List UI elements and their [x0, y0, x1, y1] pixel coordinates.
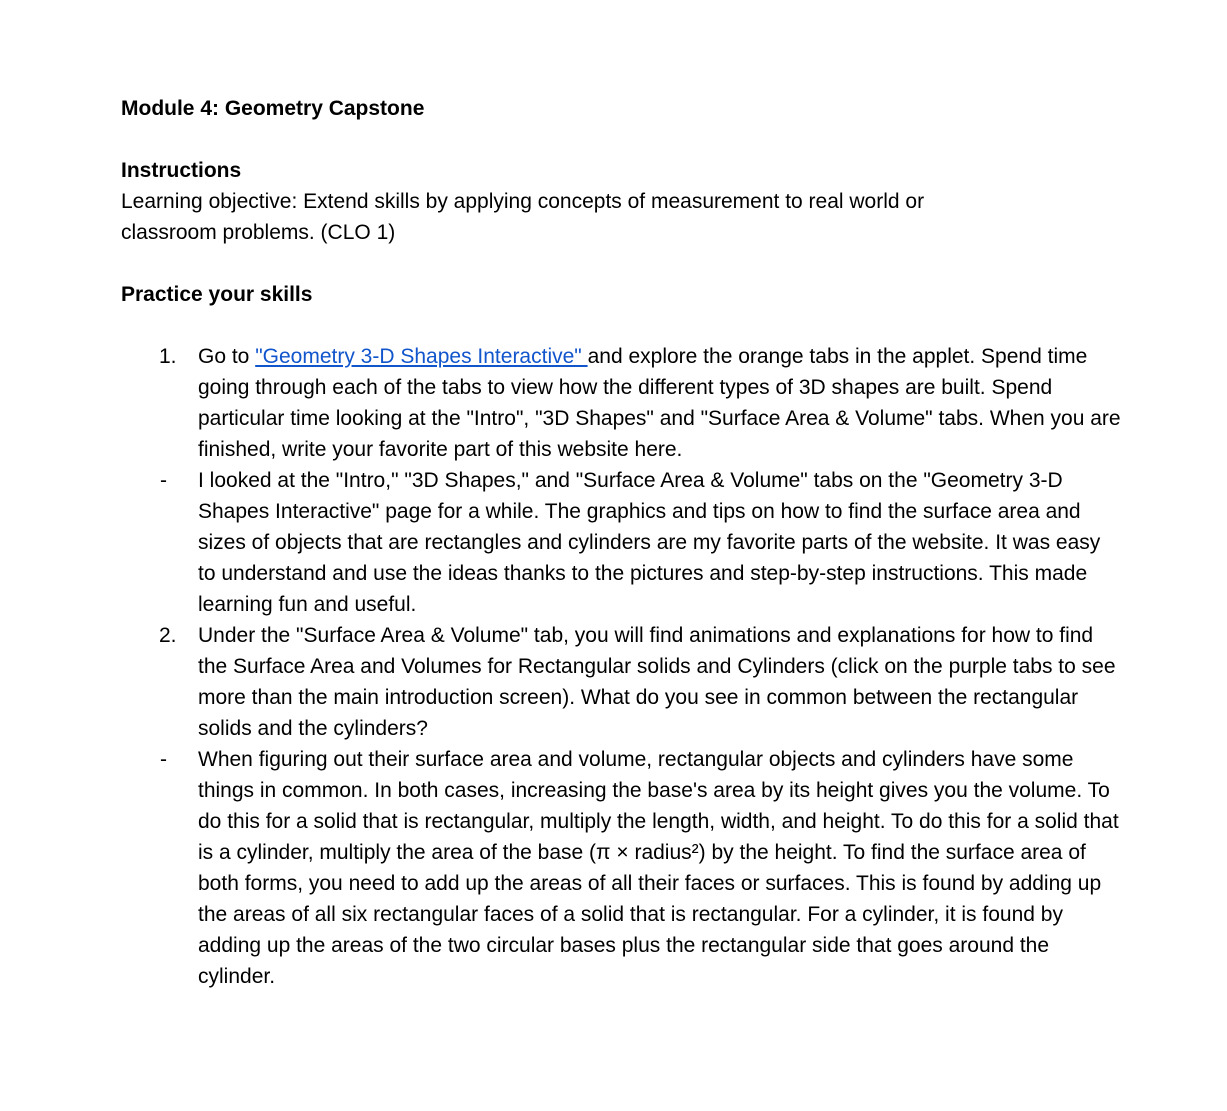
learning-objective-line-1: Learning objective: Extend skills by applying concepts of measurement to real world or [121, 190, 925, 213]
instructions-heading: Instructions [121, 159, 242, 182]
document-page [121, 93, 1121, 992]
geometry-shapes-link[interactable]: "Geometry 3-D Shapes Interactive" [255, 345, 588, 368]
list-item [121, 465, 1121, 620]
list-marker: 2. [159, 624, 177, 647]
list-item-text: I looked at the "Intro," "3D Shapes," and "Surface Area & Volume" tabs on the "Geometry 3-D Shapes Interactive" page for a while. The graphics and tips on how to find the surface area and sizes of objects that are rectangles and cylinders are my favorite parts of the website. It was easy to understand and use the ideas thanks to the pictures and step-by-step instructions. This made learning fun and useful. [198, 469, 1101, 616]
item-prefix: Go to [198, 345, 256, 368]
practice-list [121, 341, 1121, 992]
practice-heading: Practice your skills [121, 283, 313, 306]
list-item [121, 620, 1121, 744]
list-marker: 1. [159, 345, 177, 368]
item-suffix: and explore the orange tabs in the applet. Spend time going through each of the tabs to view how the different types of 3D shapes are built. Spend particular time looking at the "Intro", "3D Shapes" and "Surface Area & Volume" tabs. When you are finished, write your favorite part of this website here. [198, 345, 1121, 461]
document-title: Module 4: Geometry Capstone [121, 97, 425, 120]
learning-objective [121, 186, 1121, 248]
learning-objective-line-2: classroom problems. (CLO 1) [121, 221, 396, 244]
list-item-text [198, 341, 1121, 465]
list-item [121, 341, 1121, 465]
list-marker: - [160, 748, 167, 771]
list-marker: - [160, 469, 167, 492]
list-item-text: When figuring out their surface area and volume, rectangular objects and cylinders have some things in common. In both cases, increasing the base's area by its height gives you the volume. To do this for a solid that is rectangular, multiply the length, width, and height. To do this for a solid that is a cylinder, multiply the area of the base (π × radius²) by the height. To find the surface area of both forms, you need to add up the areas of all their faces or surfaces. This is found by adding up the areas of all six rectangular faces of a solid that is rectangular. For a cylinder, it is found by adding up the areas of the two circular bases plus the rectangular side that goes around the cylinder. [198, 748, 1119, 988]
list-item-text: Under the "Surface Area & Volume" tab, you will find animations and explanations for how to find the Surface Area and Volumes for Rectangular solids and Cylinders (click on the purple tabs to see more than the main introduction screen). What do you see in common between the rectangular solids and the cylinders? [198, 624, 1116, 740]
list-item [121, 744, 1121, 992]
